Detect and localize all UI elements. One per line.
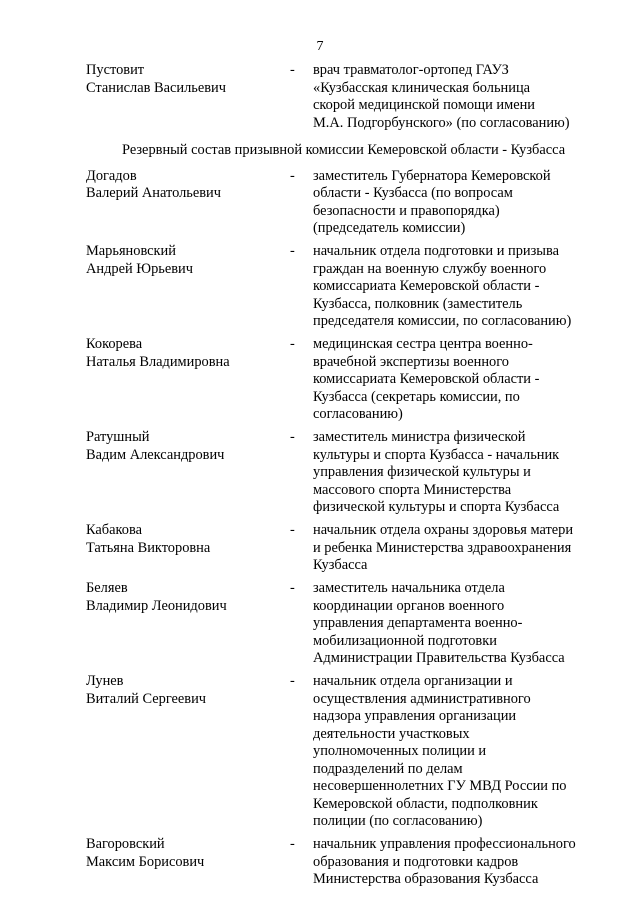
position-line: Министерства образования Кузбасса [313,871,539,887]
member-position [313,168,596,238]
position-line: заместитель начальника отдела [313,580,505,596]
position-line: Администрации Правительства Кузбасса [313,650,565,666]
member-name [86,836,290,889]
separator-dash: - [290,62,295,78]
member-given-names: Максим Борисович [86,853,205,870]
position-line: Кузбасса, полковник (заместитель [313,295,523,312]
separator-dash: - [290,673,295,689]
member-surname: Ратушный [86,429,150,445]
member-surname: Пустовит [86,62,145,78]
position-line: начальник управления профессионального [313,836,576,852]
position-line: безопасности и правопорядка) [313,202,500,219]
position-line: согласованию) [313,406,403,422]
commission-list [86,62,596,889]
position-line: осуществления административного [313,690,531,707]
position-line: мобилизационной подготовки [313,632,497,649]
position-line: физической культуры и спорта Кузбасса [313,499,560,515]
position-line: управления департамента военно- [313,615,523,631]
position-line: подразделений по делам [313,760,463,777]
member-position [313,673,596,831]
position-line: медицинская сестра центра военно- [313,336,533,352]
member-given-names: Наталья Владимировна [86,353,230,370]
separator-dash: - [290,580,295,596]
position-line: М.А. Подгорбунского» (по согласованию) [313,114,570,131]
position-line: управления физической культуры и [313,464,531,480]
position-line: граждан на военную службу военного [313,260,547,277]
member-given-names: Вадим Александрович [86,446,225,463]
position-line: врач травматолог-ортопед ГАУЗ [313,62,509,78]
separator-dash: - [290,522,295,538]
member-entry [86,673,596,831]
member-entry [86,522,596,575]
member-given-names: Станислав Васильевич [86,79,226,96]
member-name [86,673,290,831]
top-entries [86,62,596,132]
separator-dash: - [290,243,295,259]
position-line: (председатель комиссии) [313,220,466,236]
position-line: образования и подготовки кадров [313,853,519,870]
position-line: комиссариата Кемеровской области - [313,371,540,387]
member-given-names: Валерий Анатольевич [86,185,221,201]
position-line: начальник отдела организации и [313,673,513,689]
member-surname: Вагоровский [86,836,165,852]
member-entry [86,243,596,331]
member-surname: Догадов [86,167,137,184]
member-position [313,243,596,331]
member-name [86,429,290,517]
position-line: заместитель министра физической [313,429,526,445]
separator-dash: - [290,167,295,184]
separator-dash: - [290,836,295,852]
position-line: деятельности участковых [313,725,470,742]
position-line: уполномоченных полиции и [313,743,487,759]
member-given-names: Андрей Юрьевич [86,260,193,277]
member-surname: Беляев [86,580,128,596]
separator-dash: - [290,336,295,352]
position-line: и ребенка Министерства здравоохранения [313,539,572,556]
position-line: «Кузбасская клиническая больница [313,79,531,96]
member-position [313,836,596,889]
member-surname: Лунев [86,673,124,689]
page-number: 7 [316,39,324,54]
position-line: скорой медицинской помощи имени [313,97,536,113]
position-line: области - Кузбасса (по вопросам [313,185,513,201]
position-line: Кузбасса (секретарь комиссии, по [313,388,520,405]
member-surname: Кокорева [86,336,143,352]
member-name [86,336,290,424]
member-entry [86,580,596,668]
reserve-entries [86,168,596,889]
member-entry [86,168,596,238]
position-line: заместитель Губернатора Кемеровской [313,167,551,184]
position-line: координации органов военного [313,597,505,614]
position-line: надзора управления организации [313,708,517,724]
position-line: начальник отдела охраны здоровья матери [313,522,574,538]
member-name [86,580,290,668]
member-name [86,522,290,575]
member-position [313,336,596,424]
member-entry [86,836,596,889]
member-name [86,62,290,132]
position-line: начальник отдела подготовки и призыва [313,243,559,259]
member-name [86,243,290,331]
member-position [313,429,596,517]
member-given-names: Владимир Леонидович [86,597,227,614]
position-line: комиссариата Кемеровской области - [313,278,540,294]
position-line: полиции (по согласованию) [313,813,483,829]
member-entry [86,336,596,424]
position-line: культуры и спорта Кузбасса - начальник [313,446,560,463]
member-entry [86,429,596,517]
member-given-names: Татьяна Викторовна [86,539,211,556]
member-position [313,522,596,575]
position-line: председателя комиссии, по согласованию) [313,313,572,329]
position-line: несовершеннолетних ГУ МВД России по [313,778,567,794]
member-name [86,168,290,238]
member-given-names: Виталий Сергеевич [86,690,207,707]
position-line: Кемеровской области, подполковник [313,795,538,812]
separator-dash: - [290,429,295,445]
position-line: врачебной экспертизы военного [313,353,509,370]
position-line: Кузбасса [313,557,368,573]
section-heading: Резервный состав призывной комиссии Кемеровской области - Кузбасса [122,142,566,158]
position-line: массового спорта Министерства [313,481,512,498]
member-position [313,62,596,132]
member-surname: Марьяновский [86,243,176,259]
member-position [313,580,596,668]
member-entry [86,62,596,132]
member-surname: Кабакова [86,522,142,538]
